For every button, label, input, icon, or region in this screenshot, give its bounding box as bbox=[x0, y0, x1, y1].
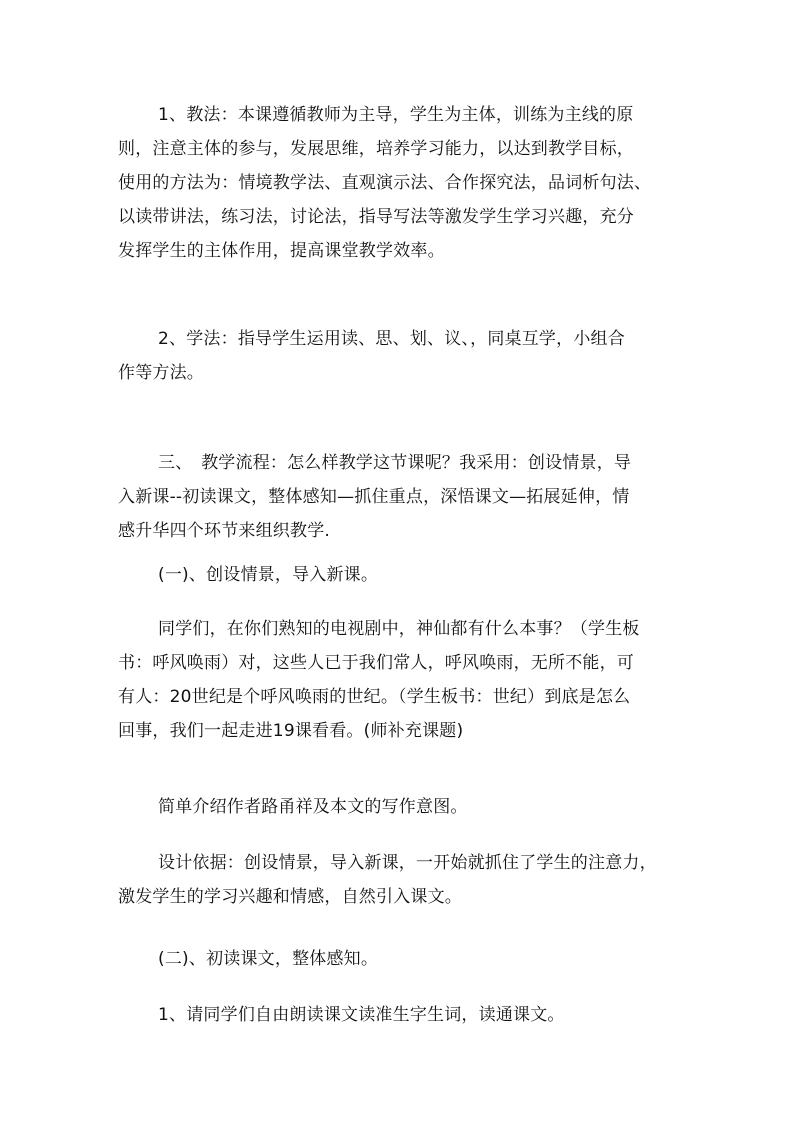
section-two-heading bbox=[118, 942, 698, 976]
text-line: 有人：20世纪是个呼风唤雨的世纪。（学生板书：世纪）到底是怎么 bbox=[118, 687, 631, 707]
text-line: 同学们，在你们熟知的电视剧中，神仙都有什么本事？（学生板 bbox=[158, 619, 640, 639]
text-line: 激发学生的学习兴趣和情感，自然引入课文。 bbox=[118, 887, 462, 907]
text-line: 三、 教学流程：怎么样教学这节课呢？我采用：创设情景，导 bbox=[158, 453, 632, 473]
paragraph-learning-method bbox=[118, 322, 698, 390]
paragraph-design-basis bbox=[118, 846, 698, 914]
paragraph-section-two-step-one bbox=[118, 998, 698, 1032]
text-line: 2、学法：指导学生运用读、思、划、议、，同桌互学，小组合 bbox=[158, 329, 625, 349]
text-line: 简单介绍作者路甬祥及本文的写作意图。 bbox=[158, 797, 468, 817]
text-line: 1、请同学们自由朗读课文读准生字生词，读通课文。 bbox=[158, 1005, 565, 1025]
text-line: 则，注意主体的参与，发展思维，培养学习能力，以达到教学目标， bbox=[118, 139, 634, 159]
paragraph-section-one-body bbox=[118, 612, 698, 748]
text-line: 感升华四个环节来组织教学. bbox=[118, 521, 331, 541]
paragraph-teaching-method bbox=[118, 98, 698, 268]
text-line: 作等方法。 bbox=[118, 363, 204, 383]
text-line: 以读带讲法，练习法，讨论法，指导写法等激发学生学习兴趣，充分 bbox=[118, 207, 634, 227]
text-line: 入新课--初读课文，整体感知—抓住重点，深悟课文—拓展延伸，情 bbox=[118, 487, 630, 507]
text-line: 1、教法：本课遵循教师为主导，学生为主体，训练为主线的原 bbox=[158, 105, 634, 125]
paragraph-author-intro bbox=[118, 790, 698, 824]
text-line: (一)、创设情景，导入新课。 bbox=[158, 565, 379, 585]
paragraph-teaching-process bbox=[118, 446, 698, 548]
section-one-heading bbox=[118, 558, 698, 592]
text-line: 使用的方法为：情境教学法、直观演示法、合作探究法，品词析句法、 bbox=[118, 173, 652, 193]
text-line: 设计依据：创设情景，导入新课，一开始就抓住了学生的注意力， bbox=[158, 853, 657, 873]
text-line: (二)、初读课文，整体感知。 bbox=[158, 949, 379, 969]
text-line: 回事，我们一起走进19课看看。(师补充课题) bbox=[118, 721, 464, 741]
text-line: 书：呼风唤雨）对，这些人已于我们常人，呼风唤雨，无所不能，可 bbox=[118, 653, 634, 673]
text-line: 发挥学生的主体作用，提高课堂教学效率。 bbox=[118, 241, 445, 261]
